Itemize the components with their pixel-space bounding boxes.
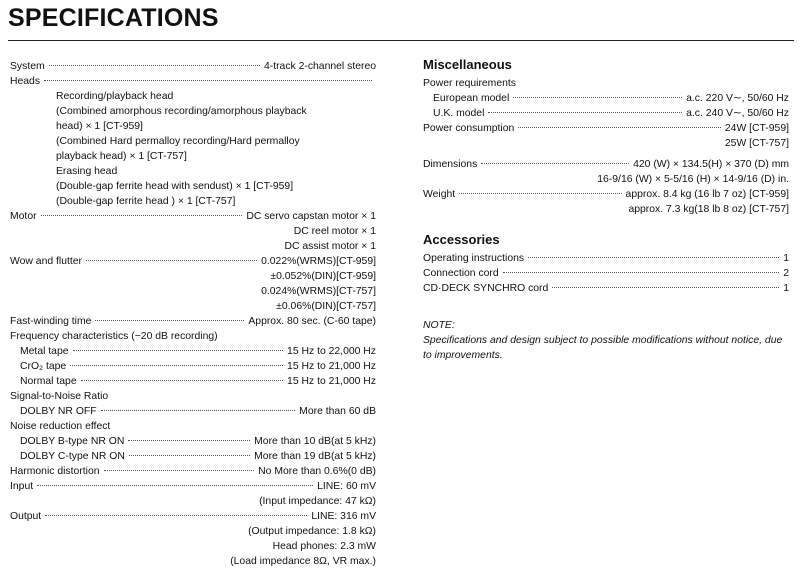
spec-row-heads — [10, 74, 376, 89]
spec-row-european — [423, 91, 789, 106]
leader-dots — [488, 112, 682, 113]
leader-dots — [41, 215, 243, 216]
spec-label: DOLBY B-type NR ON — [20, 436, 125, 447]
spec-value: ±0.052%(DIN)[CT-959] — [270, 271, 376, 282]
accessory-row — [423, 266, 789, 281]
accessory-count: 2 — [783, 268, 789, 279]
spec-row-input — [10, 479, 376, 494]
spec-row-weight — [423, 187, 789, 202]
spec-row-metal — [10, 344, 376, 359]
leader-dots — [81, 380, 283, 381]
spec-value: (Load impedance 8Ω, VR max.) — [230, 556, 376, 567]
spec-label: Fast-winding time — [10, 316, 92, 327]
leader-dots — [459, 193, 621, 194]
spec-value: 15 Hz to 21,000 Hz — [287, 361, 376, 372]
leader-dots — [70, 365, 283, 366]
spec-value: 420 (W) × 134.5(H) × 370 (D) mm — [633, 159, 789, 170]
spec-value: (Input impedance: 47 kΩ) — [259, 496, 376, 507]
spec-label-snr: Signal-to-Noise Ratio — [10, 391, 109, 402]
title-divider — [8, 40, 794, 41]
spec-row-dolby-c — [10, 449, 376, 464]
spec-label: Output — [10, 511, 42, 522]
leader-dots — [503, 272, 780, 273]
leader-dots — [95, 320, 244, 321]
accessory-count: 1 — [783, 253, 789, 264]
spec-label: DOLBY C-type NR ON — [20, 451, 125, 462]
spec-value: 16-9/16 (W) × 5-5/16 (H) × 14-9/16 (D) in. — [597, 174, 789, 185]
note-text: Specifications and design subject to possible modifications without notice, due to improvements. — [423, 335, 783, 361]
spec-label: Power consumption — [423, 123, 515, 134]
spec-value: 4-track 2-channel stereo — [263, 61, 376, 72]
spec-value: 24W [CT-959] — [724, 123, 789, 134]
spec-value: Approx. 80 sec. (C-60 tape) — [248, 316, 376, 327]
heads-line: playback head) × 1 [CT-757] — [56, 151, 187, 162]
spec-label-power-requirements: Power requirements — [423, 78, 516, 89]
spec-value: DC assist motor × 1 — [284, 241, 376, 252]
spec-value: ±0.06%(DIN)[CT-757] — [276, 301, 376, 312]
spec-value: approx. 7.3 kg(18 lb 8 oz) [CT-757] — [628, 204, 789, 215]
accessory-row — [423, 251, 789, 266]
spec-value: approx. 8.4 kg (16 lb 7 oz) [CT-959] — [625, 189, 789, 200]
leader-dots — [528, 257, 779, 258]
spec-value: Head phones: 2.3 mW — [272, 541, 376, 552]
spec-row-cro2 — [10, 359, 376, 374]
spec-row-wow — [10, 254, 376, 269]
section-heading-accessories: Accessories — [423, 232, 500, 247]
leader-dots — [104, 470, 255, 471]
leader-dots — [73, 350, 284, 351]
leader-dots — [481, 163, 629, 164]
spec-label: Heads — [10, 76, 41, 87]
spec-row-harmonic — [10, 464, 376, 479]
spec-value: DC servo capstan motor × 1 — [246, 211, 376, 222]
spec-label: CrO₂ tape — [20, 361, 67, 372]
spec-label: Input — [10, 481, 34, 492]
spec-value: LINE: 60 mV — [317, 481, 376, 492]
spec-row-normal — [10, 374, 376, 389]
section-heading-miscellaneous: Miscellaneous — [423, 57, 512, 72]
note-heading: NOTE: — [423, 320, 455, 331]
spec-value: More than 19 dB(at 5 kHz) — [254, 451, 376, 462]
spec-value: More than 10 dB(at 5 kHz) — [254, 436, 376, 447]
spec-value: 15 Hz to 21,000 Hz — [287, 376, 376, 387]
spec-row-dolby-b — [10, 434, 376, 449]
spec-label: Motor — [10, 211, 37, 222]
left-spec-column — [10, 59, 376, 569]
spec-value: LINE: 316 mV — [311, 511, 376, 522]
spec-value: 0.022%(WRMS)[CT-959] — [261, 256, 376, 267]
spec-value: 0.024%(WRMS)[CT-757] — [261, 286, 376, 297]
spec-value: (Output impedance: 1.8 kΩ) — [248, 526, 376, 537]
spec-label: Harmonic distortion — [10, 466, 100, 477]
spec-label: Weight — [423, 189, 456, 200]
leader-dots — [37, 485, 313, 486]
leader-dots — [552, 287, 779, 288]
leader-dots — [44, 80, 372, 81]
spec-label: Dimensions — [423, 159, 478, 170]
accessory-row — [423, 281, 789, 296]
leader-dots — [513, 97, 682, 98]
spec-row-output — [10, 509, 376, 524]
spec-label-frequency: Frequency characteristics (−20 dB recording) — [10, 331, 218, 342]
spec-value: 25W [CT-757] — [724, 138, 789, 149]
leader-dots — [86, 260, 257, 261]
spec-label: U.K. model — [433, 108, 485, 119]
spec-row-dimensions — [423, 157, 789, 172]
spec-row-system — [10, 59, 376, 74]
heads-line: (Combined amorphous recording/amorphous playback — [56, 106, 307, 117]
heads-line: Recording/playback head — [56, 91, 174, 102]
heads-line: head) × 1 [CT-959] — [56, 121, 143, 132]
leader-dots — [129, 455, 250, 456]
spec-label: Normal tape — [20, 376, 77, 387]
heads-line: (Double-gap ferrite head with sendust) × 1 [CT-959] — [56, 181, 294, 192]
heads-line: (Double-gap ferrite head ) × 1 [CT-757] — [56, 196, 236, 207]
right-spec-column — [423, 56, 789, 363]
spec-label-noise-reduction: Noise reduction effect — [10, 421, 111, 432]
leader-dots — [128, 440, 250, 441]
leader-dots — [45, 515, 307, 516]
leader-dots — [101, 410, 296, 411]
spec-row-power-consumption — [423, 121, 789, 136]
spec-value: 15 Hz to 22,000 Hz — [287, 346, 376, 357]
accessory-count: 1 — [783, 283, 789, 294]
leader-dots — [49, 65, 260, 66]
spec-label: Metal tape — [20, 346, 69, 357]
spec-row-dolby-off — [10, 404, 376, 419]
heads-line: Erasing head — [56, 166, 118, 177]
leader-dots — [518, 127, 721, 128]
spec-label: System — [10, 61, 45, 72]
spec-value: No More than 0.6%(0 dB) — [258, 466, 376, 477]
accessory-label: CD·DECK SYNCHRO cord — [423, 283, 549, 294]
heads-line: (Combined Hard permalloy recording/Hard permalloy — [56, 136, 300, 147]
spec-value: More than 60 dB — [299, 406, 376, 417]
spec-row-motor — [10, 209, 376, 224]
spec-label: Wow and flutter — [10, 256, 82, 267]
spec-value: a.c. 240 V∼, 50/60 Hz — [686, 108, 789, 119]
spec-value: a.c. 220 V∼, 50/60 Hz — [686, 93, 789, 104]
spec-value: DC reel motor × 1 — [293, 226, 376, 237]
spec-row-uk — [423, 106, 789, 121]
spec-label: DOLBY NR OFF — [20, 406, 97, 417]
accessory-label: Operating instructions — [423, 253, 525, 264]
accessory-label: Connection cord — [423, 268, 499, 279]
page-title: SPECIFICATIONS — [8, 4, 219, 32]
spec-label: European model — [433, 93, 510, 104]
spec-row-fast-winding — [10, 314, 376, 329]
